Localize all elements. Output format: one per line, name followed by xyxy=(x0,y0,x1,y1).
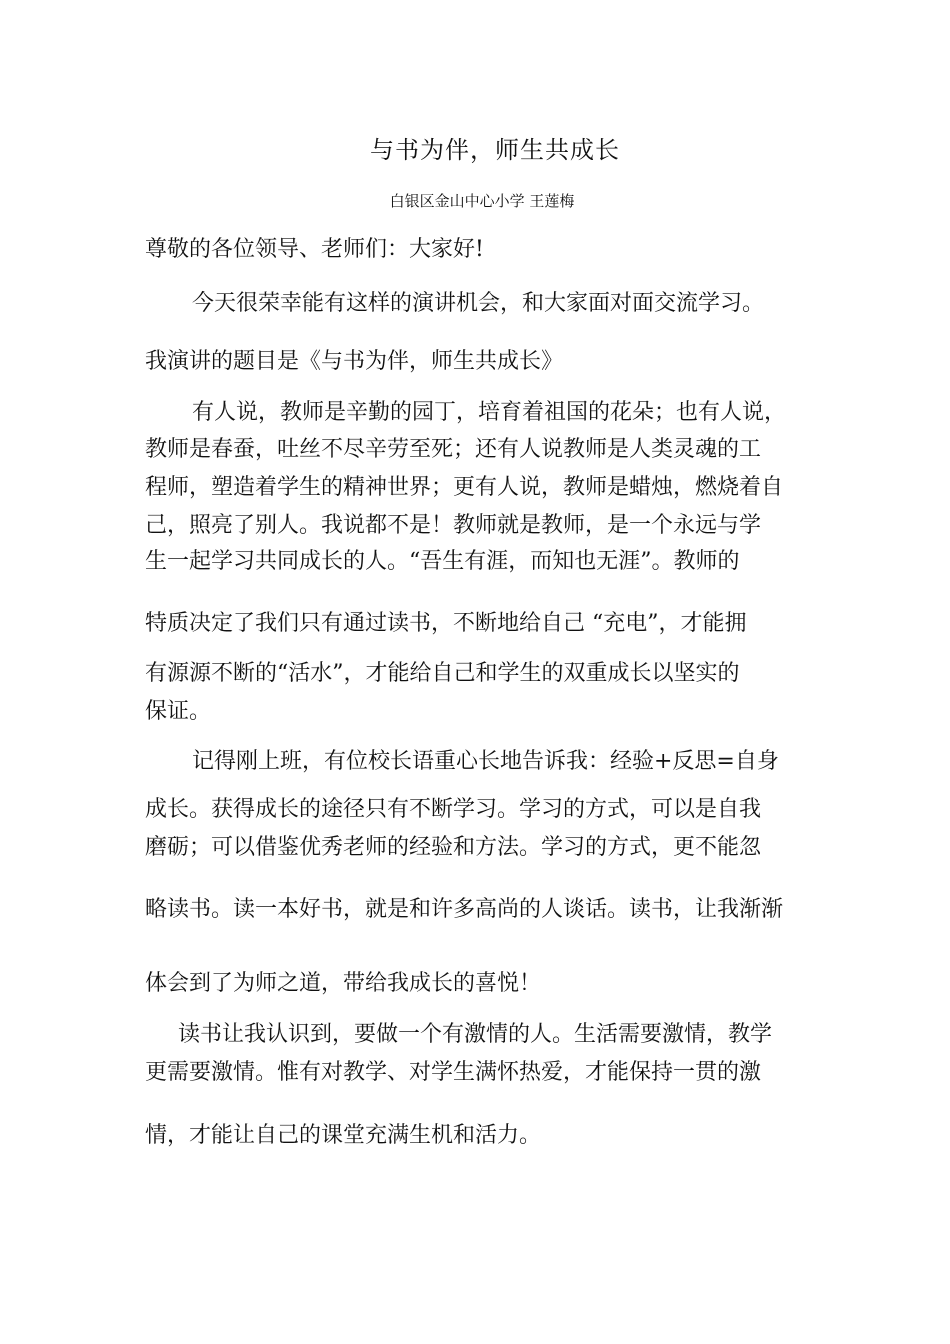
document-title: 与书为伴，师生共成长 xyxy=(370,136,620,164)
text-line: 保证。 xyxy=(145,699,212,724)
text-line: 教师是春蚕，吐丝不尽辛劳至死；还有人说教师是人类灵魂的工 xyxy=(145,437,762,462)
text-line: 己，照亮了别人。我说都不是！教师就是教师，是一个永远与学 xyxy=(145,513,762,538)
text-line: 我演讲的题目是《与书为伴，师生共成长》 xyxy=(145,349,564,374)
text-line: 更需要激情。惟有对教学、对学生满怀热爱，才能保持一贯的激 xyxy=(145,1060,762,1085)
text-line: 有人说，教师是辛勤的园丁，培育着祖国的花朵；也有人说， xyxy=(192,400,787,425)
text-line: 情，才能让自己的课堂充满生机和活力。 xyxy=(145,1123,542,1148)
text-line: 成长。获得成长的途径只有不断学习。学习的方式，可以是自我 xyxy=(145,797,762,822)
text-line: 磨砺；可以借鉴优秀老师的经验和方法。学习的方式，更不能忽 xyxy=(145,835,762,860)
text-line: 体会到了为师之道，带给我成长的喜悦！ xyxy=(145,971,542,996)
text-line: 有源源不断的“活水”，才能给自己和学生的双重成长以坚实的 xyxy=(145,661,740,686)
greeting-line: 尊敬的各位领导、老师们：大家好! xyxy=(145,237,484,262)
text-line: 略读书。读一本好书，就是和许多高尚的人谈话。读书，让我渐渐 xyxy=(145,897,784,922)
document-author: 白银区金山中心小学 王莲梅 xyxy=(389,192,575,210)
text-line: 特质决定了我们只有通过读书，不断地给自己 “充电”，才能拥 xyxy=(145,611,747,636)
text-line: 记得刚上班，有位校长语重心长地告诉我：经验+反思=自身 xyxy=(192,749,779,774)
text-line: 今天很荣幸能有这样的演讲机会，和大家面对面交流学习。 xyxy=(192,291,765,316)
text-line: 程师，塑造着学生的精神世界；更有人说，教师是蜡烛，燃烧着自 xyxy=(145,475,784,500)
text-line: 生一起学习共同成长的人。“吾生有涯，而知也无涯”。教师的 xyxy=(145,549,740,574)
text-line: 读书让我认识到，要做一个有激情的人。生活需要激情，教学 xyxy=(178,1022,773,1047)
